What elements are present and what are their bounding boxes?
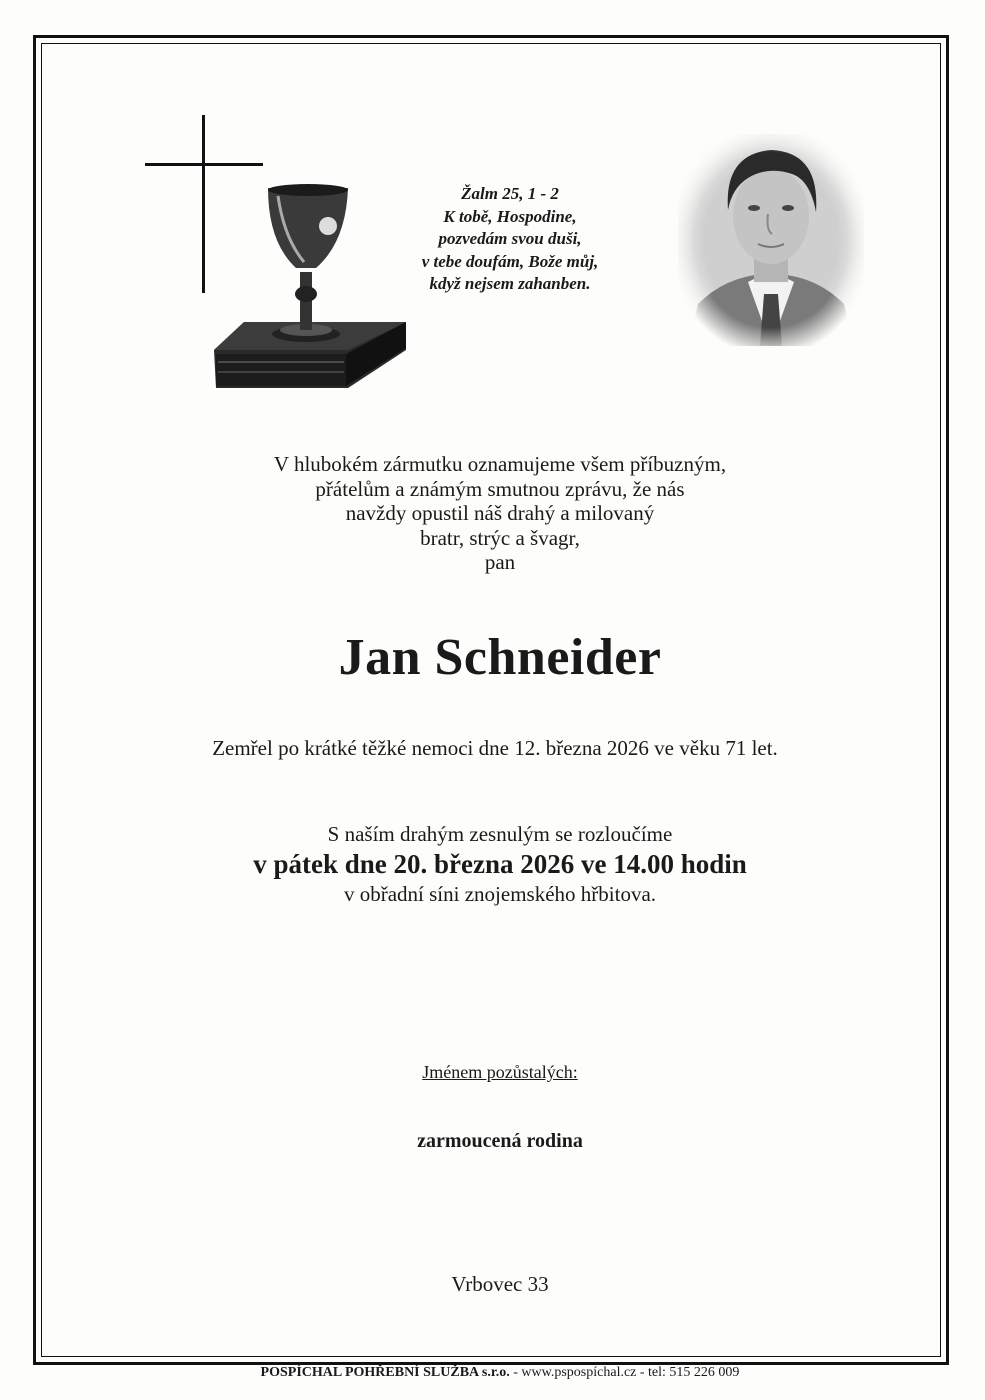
psalm-line: v tebe doufám, Bože můj, [421,251,599,271]
chalice-on-book-icon [208,182,408,394]
farewell-place: v obřadní síni znojemského hřbitova. [343,882,657,906]
footer-company: POSPÍCHAL POHŘEBNÍ SLUŽBA s.r.o. [260,1365,510,1380]
psalm-line: pozvedám svou duši, [438,229,582,248]
portrait-photo [678,134,864,346]
death-notice: Zemřel po krátké těžké nemoci dne 12. března 2026 ve věku 71 let. [212,736,778,760]
farewell-line: S naším drahým zesnulým se rozloučíme [327,822,673,846]
psalm-line: Žalm 25, 1 - 2 [461,184,559,203]
footer [60,1364,940,1382]
announcement-line: bratr, strýc a švagr, [420,525,580,550]
address: Vrbovec 33 [451,1272,549,1296]
announcement-line: pan [484,550,516,574]
farewell-info [140,820,860,908]
announcement-text [140,452,860,575]
deceased-name: Jan Schneider [338,629,662,686]
psalm-quote [385,183,635,296]
footer-contact: - www.pspospíchal.cz - tel: 515 226 009 [509,1365,740,1380]
announcement-line: navždy opustil náš drahý a milovaný [345,501,655,525]
announcement-line: V hlubokém zármutku oznamujeme všem příbuzným, [273,452,727,476]
on-behalf-label: Jménem pozůstalých: [422,1062,578,1082]
farewell-date: v pátek dne 20. března 2026 ve 14.00 hodin [253,849,747,879]
psalm-line: K tobě, Hospodine, [443,206,577,226]
announcement-line: přátelům a známým smutnou zprávu, že nás [315,476,685,501]
psalm-line: když nejsem zahanben. [429,274,591,293]
family-signature: zarmoucená rodina [417,1130,583,1152]
